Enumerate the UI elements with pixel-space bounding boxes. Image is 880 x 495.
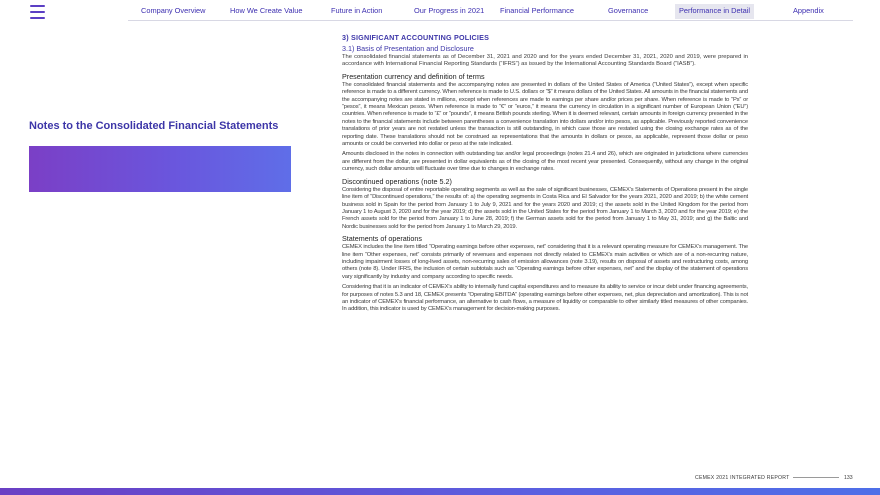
nav-company-overview[interactable]: Company Overview (141, 6, 206, 15)
footer-divider (793, 477, 839, 478)
page-number: 133 (844, 475, 853, 481)
nav-governance[interactable]: Governance (608, 6, 649, 15)
nav-financial-performance[interactable]: Financial Performance (500, 6, 574, 15)
policies-heading: 3) SIGNIFICANT ACCOUNTING POLICIES (342, 33, 490, 42)
discontinued-paragraph: Considering the disposal of entire reportable operating segments as well as the sale of significant businesses, CEMEX’s Statements of Operations present in the single line item of “Discontinued operations,” the results of: a) the operating segments in Costa Rica and El Salvador for the years 2021, 2020 and 2019; b) the white cement business sold in Spain for the period from January 1 to July 9, 2021 and for the years 2020 and 2019; c) the assets sold in the United Kingdom for the period from January 1 to August 3, 2020 and for the year 2019; d) the assets sold in the United States for the period from January 1 to March 3, 2020 and for the year 2019; e) the French assets sold for the period from January 1 to June 28, 2019; f) the German assets sold for the period from January 1 to May 31, 2019; and g) the Baltic and Nordic businesses sold for the period from January 1 to March 29, 2019. (342, 186, 748, 230)
basis-subheading: 3.1) Basis of Presentation and Disclosure (342, 44, 474, 53)
statements-heading: Statements of operations (342, 234, 422, 244)
intro-paragraph: The consolidated financial statements as of December 31, 2021 and 2020 and for the years ended December 31, 2021, 2020 and 2019, were prepared in accordance with International Financial Reporting Standards (“IFRS”) as issued by the International Accounting Standards Board (“IASB”). (342, 54, 748, 68)
menu-icon[interactable] (30, 5, 45, 19)
nav-performance-in-detail[interactable]: Performance in Detail (675, 4, 754, 19)
statements-paragraph: CEMEX includes the line item titled “Operating earnings before other expenses, net” considering that it is a relevant operating measure for CEMEX’s management. The line item “Other expenses, net” consists primarily of revenues and expenses not directly related to CEMEX’s main activities or which are of a non-recurring nature, including impairment losses of long-lived assets, non-recurring sales of emission allowances (note 3.19), results on disposal of assets and restructuring costs, among others (note 8). Under IFRS, the inclusion of certain subtotals such as “Operating earnings before other expenses, net” and the display of the statement of operations vary significantly by industry and company according to specific needs. (342, 244, 748, 280)
report-name: CEMEX 2021 INTEGRATED REPORT (695, 475, 790, 481)
bottom-bar (0, 488, 880, 495)
nav-appendix[interactable]: Appendix (793, 6, 824, 15)
main-content (342, 33, 748, 317)
nav-our-progress[interactable]: Our Progress in 2021 (414, 6, 485, 15)
section-title: Notes to the Consolidated Financial Statements (29, 120, 279, 132)
nav-future-in-action[interactable]: Future in Action (331, 6, 383, 15)
presentation-paragraph: The consolidated financial statements and the accompanying notes are presented in dollars of the United States of America (“United States”), except when specific reference is made to a different currency. When reference is made to U.S. dollars or “$” it means dollars of the United States. All amounts in the financial statements and the accompanying notes are stated in millions, except when references are made to earnings per share and/or prices per share. When reference is made to “Ps” or “pesos”, it means Mexican pesos. When reference is made to “€” or “euros,” it means the currency in circulation in a significant number of European Union (“EU”) countries. When reference is made to “£” or “pounds”, it means British pounds sterling. When it is deemed relevant, certain amounts in foreign currency presented in the notes to the financial statements include between parentheses a convenience translation into dollars and/or into pesos, as applicable. Previously reported convenience translations of prior years are not restated unless the transaction is still outstanding, in which case those are restated using the closing exchange rates as of the reporting date. These translations should not be construed as representations that the amounts in dollars or pesos, as applicable, represent those dollar or peso amounts or could be converted into dollar or peso at the rate indicated. (342, 81, 748, 148)
amounts-paragraph: Amounts disclosed in the notes in connection with outstanding tax and/or legal proceedings (notes 21.4 and 26), which are originated in jurisdictions where currencies are different from the dollar, are presented in dollar equivalents as of the closing of the most recent year presented. Consequently, without any change in the original currency, such dollar amounts will fluctuate over time due to changes in exchange rates. (342, 151, 748, 173)
discontinued-heading: Discontinued operations (note 5.2) (342, 176, 452, 186)
presentation-heading: Presentation currency and definition of terms (342, 71, 485, 81)
title-banner (29, 146, 291, 192)
nav-how-we-create-value[interactable]: How We Create Value (230, 6, 303, 15)
top-nav (128, 0, 853, 21)
ebitda-paragraph: Considering that it is an indicator of CEMEX’s ability to internally fund capital expenditures and to measure its ability to service or incur debt under financing agreements, for purposes of notes 5.3 and 18, CEMEX presents “Operating EBITDA” (operating earnings before other expenses, net, plus depreciation and amortization). This is not an indicator of CEMEX’s financial performance, an alternative to cash flows, a measure of liquidity or comparable to other similarly titled measures of other companies. In addition, this indicator is used by CEMEX’s management for decision-making purposes. (342, 284, 748, 313)
